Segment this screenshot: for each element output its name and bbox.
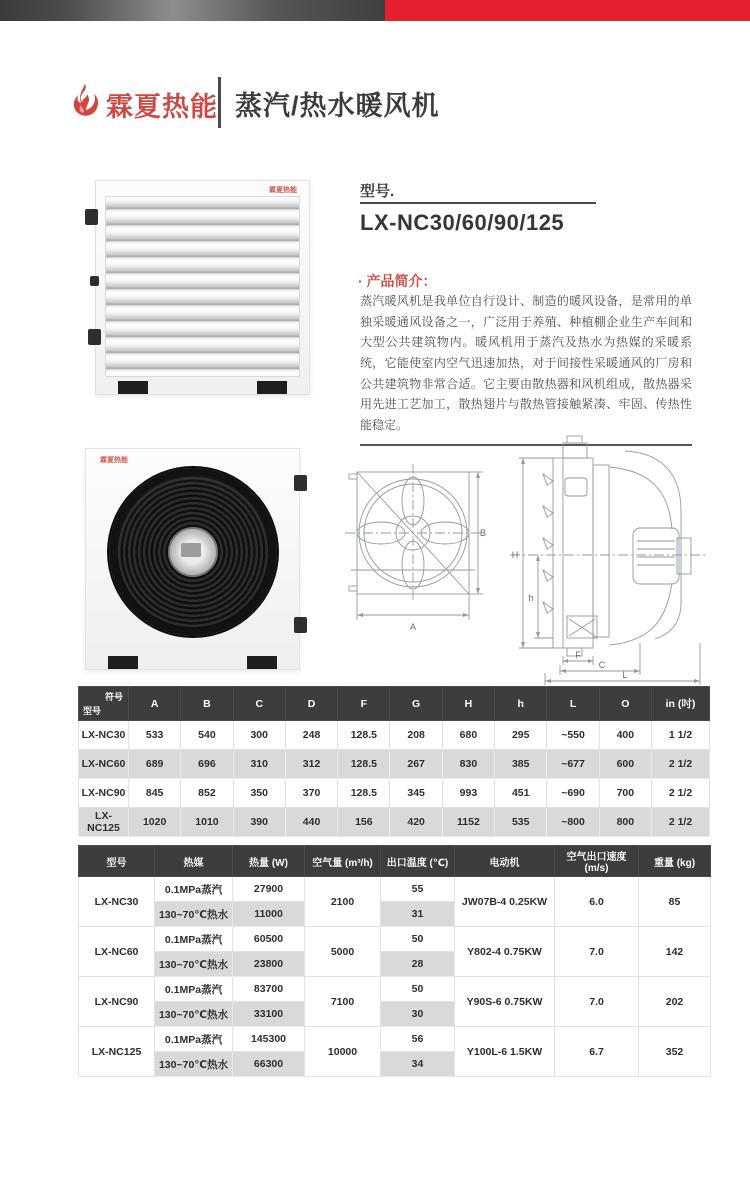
performance-table xyxy=(78,845,711,1077)
heat-cell: 23800 xyxy=(233,952,305,977)
dimensions-header-row xyxy=(79,687,710,721)
dim-label-f: F xyxy=(575,650,581,660)
unit-foot xyxy=(118,381,148,394)
weight-cell: 142 xyxy=(639,927,711,977)
product-photo-back xyxy=(85,448,300,670)
col-header: 电动机 xyxy=(455,846,555,877)
media-cell: 0.1MPa蒸汽 xyxy=(155,927,233,952)
weight-cell: 352 xyxy=(639,1027,711,1077)
media-cell: 0.1MPa蒸汽 xyxy=(155,1027,233,1052)
unit-brand-badge: 霖夏热能 xyxy=(269,187,297,194)
pipe-stub xyxy=(85,209,98,225)
dim-cell: 390 xyxy=(233,808,285,837)
dim-label-a: A xyxy=(409,622,417,632)
fan-hub xyxy=(168,527,218,577)
media-cell: 0.1MPa蒸汽 xyxy=(155,877,233,902)
table-row xyxy=(79,1027,711,1052)
dim-cell: 2 1/2 xyxy=(652,750,710,779)
heat-cell: 83700 xyxy=(233,977,305,1002)
motor-cell: Y802-4 0.75KW xyxy=(455,927,555,977)
speed-cell: 6.7 xyxy=(555,1027,639,1077)
pipe-stub xyxy=(88,329,101,345)
speed-cell: 7.0 xyxy=(555,977,639,1027)
dim-cell: 370 xyxy=(285,779,337,808)
dim-cell: 440 xyxy=(285,808,337,837)
louver-grille xyxy=(105,196,300,377)
motor-cell: Y90S-6 0.75KW xyxy=(455,977,555,1027)
model-cell: LX-NC60 xyxy=(79,750,129,779)
air-cell: 10000 xyxy=(305,1027,381,1077)
col-header: G xyxy=(390,687,442,721)
pipe-stub xyxy=(90,276,99,286)
dim-cell: 400 xyxy=(599,721,651,750)
col-header: F xyxy=(338,687,390,721)
drawing-front-view xyxy=(337,450,489,650)
table-row xyxy=(79,779,710,808)
fan-grille xyxy=(109,468,277,636)
dim-cell: 852 xyxy=(181,779,233,808)
dim-label-l: L xyxy=(622,670,628,680)
dim-cell: 600 xyxy=(599,750,651,779)
performance-header-row xyxy=(79,846,711,877)
dim-label-b: B xyxy=(480,528,487,538)
dim-cell: ~550 xyxy=(547,721,599,750)
col-header: L xyxy=(547,687,599,721)
media-cell: 130~70℃热水 xyxy=(155,902,233,927)
dim-cell: 800 xyxy=(599,808,651,837)
intro-heading: · 产品简介： xyxy=(358,273,437,289)
header-divider xyxy=(218,77,221,128)
temp-cell: 55 xyxy=(381,877,455,902)
corner-header-cell xyxy=(79,687,129,721)
model-label: 型号. xyxy=(360,183,395,200)
media-cell: 130~70℃热水 xyxy=(155,1002,233,1027)
table-row xyxy=(79,721,710,750)
dim-cell: 2 1/2 xyxy=(652,808,710,837)
temp-cell: 30 xyxy=(381,1002,455,1027)
media-cell: 0.1MPa蒸汽 xyxy=(155,977,233,1002)
heat-cell: 33100 xyxy=(233,1002,305,1027)
top-banner-red xyxy=(385,0,750,21)
brand-name: 霖夏热能 xyxy=(106,91,218,122)
motor-cell: JW07B-4 0.25KW xyxy=(455,877,555,927)
dim-cell: 830 xyxy=(442,750,494,779)
temp-cell: 31 xyxy=(381,902,455,927)
dimensions-table xyxy=(78,686,710,837)
col-header: 重量 (kg) xyxy=(639,846,711,877)
dim-cell: 128.5 xyxy=(338,750,390,779)
dim-cell: ~677 xyxy=(547,750,599,779)
unit-foot xyxy=(247,656,277,669)
col-header: H xyxy=(442,687,494,721)
dim-cell: 535 xyxy=(495,808,547,837)
dim-cell: 128.5 xyxy=(338,721,390,750)
intro-paragraph: 蒸汽暖风机是我单位自行设计、制造的暖风设备，是常用的单独采暖通风设备之一，广泛用于养殖、种植棚企业生产车间和大型公共建筑物内。暖风机用于蒸汽及热水为热媒的采暖系统，它能使室内空气迅速加热，对于间接性采暖通风的厂房和公共建筑物非常合适。它主要由散热器和风机组成，散热器采用先进工艺加工，散热翅片与散热管接触紧凑、牢固、传热性能稳定。 xyxy=(360,291,692,446)
speed-cell: 6.0 xyxy=(555,877,639,927)
table-row xyxy=(79,808,710,837)
product-photo-front xyxy=(95,180,310,395)
col-header: B xyxy=(181,687,233,721)
col-header: O xyxy=(599,687,651,721)
col-header: 型号 xyxy=(79,846,155,877)
dim-label-h-lower: h xyxy=(528,593,534,603)
dim-cell: 700 xyxy=(599,779,651,808)
dim-cell: 312 xyxy=(285,750,337,779)
corner-label-symbol: 符号 xyxy=(104,692,123,702)
col-header: 热媒 xyxy=(155,846,233,877)
col-header: 热量 (W) xyxy=(233,846,305,877)
dim-cell: 2 1/2 xyxy=(652,779,710,808)
air-cell: 5000 xyxy=(305,927,381,977)
model-cell: LX-NC30 xyxy=(79,877,155,927)
brand-header xyxy=(68,80,218,128)
col-header: 空气出口速度 (m/s) xyxy=(555,846,639,877)
dim-cell: 680 xyxy=(442,721,494,750)
dim-cell: 1020 xyxy=(129,808,181,837)
unit-brand-badge: 霖夏热能 xyxy=(100,457,128,464)
dim-cell: 533 xyxy=(129,721,181,750)
table-row xyxy=(79,750,710,779)
dim-cell: 451 xyxy=(495,779,547,808)
dim-cell: 540 xyxy=(181,721,233,750)
col-header: 空气量 (m³/h) xyxy=(305,846,381,877)
table-row xyxy=(79,877,711,902)
page-title: 蒸汽/热水暖风机 xyxy=(235,91,440,121)
heat-cell: 60500 xyxy=(233,927,305,952)
model-underline xyxy=(360,202,596,204)
air-cell: 2100 xyxy=(305,877,381,927)
speed-cell: 7.0 xyxy=(555,927,639,977)
dim-cell: 1010 xyxy=(181,808,233,837)
model-cell: LX-NC125 xyxy=(79,808,129,837)
model-cell: LX-NC125 xyxy=(79,1027,155,1077)
dim-cell: 845 xyxy=(129,779,181,808)
col-header: 出口温度 (℃) xyxy=(381,846,455,877)
model-cell: LX-NC90 xyxy=(79,779,129,808)
dim-cell: 689 xyxy=(129,750,181,779)
dim-cell: 993 xyxy=(442,779,494,808)
dim-cell: 696 xyxy=(181,750,233,779)
model-number: LX-NC30/60/90/125 xyxy=(360,210,565,235)
motor-cell: Y100L-6 1.5KW xyxy=(455,1027,555,1077)
col-header: h xyxy=(495,687,547,721)
top-banner-gray xyxy=(0,0,385,21)
dim-cell: 267 xyxy=(390,750,442,779)
dim-cell: 295 xyxy=(495,721,547,750)
dim-cell: 248 xyxy=(285,721,337,750)
dim-cell: 300 xyxy=(233,721,285,750)
corner-label-model: 型号 xyxy=(83,706,102,716)
dim-cell: 310 xyxy=(233,750,285,779)
heat-cell: 27900 xyxy=(233,877,305,902)
col-header: C xyxy=(233,687,285,721)
pipe-stub xyxy=(294,617,307,633)
dim-cell: 385 xyxy=(495,750,547,779)
media-cell: 130~70℃热水 xyxy=(155,952,233,977)
weight-cell: 85 xyxy=(639,877,711,927)
pipe-stub xyxy=(294,475,307,491)
heat-cell: 11000 xyxy=(233,902,305,927)
col-header: in (吋) xyxy=(652,687,710,721)
dim-label-c: C xyxy=(598,660,606,670)
col-header: D xyxy=(285,687,337,721)
heat-cell: 145300 xyxy=(233,1027,305,1052)
dim-cell: ~800 xyxy=(547,808,599,837)
dim-cell: ~690 xyxy=(547,779,599,808)
temp-cell: 34 xyxy=(381,1052,455,1077)
dim-cell: 1152 xyxy=(442,808,494,837)
dim-cell: 128.5 xyxy=(338,779,390,808)
media-cell: 130~70℃热水 xyxy=(155,1052,233,1077)
model-cell: LX-NC90 xyxy=(79,977,155,1027)
drawing-side-view xyxy=(505,433,710,688)
temp-cell: 28 xyxy=(381,952,455,977)
dim-cell: 156 xyxy=(338,808,390,837)
table-row xyxy=(79,977,711,1002)
air-cell: 7100 xyxy=(305,977,381,1027)
flame-logo-icon xyxy=(68,83,98,125)
model-cell: LX-NC30 xyxy=(79,721,129,750)
weight-cell: 202 xyxy=(639,977,711,1027)
dim-cell: 1 1/2 xyxy=(652,721,710,750)
temp-cell: 56 xyxy=(381,1027,455,1052)
temp-cell: 50 xyxy=(381,977,455,1002)
dim-label-h-upper: H xyxy=(511,550,519,560)
unit-foot xyxy=(257,381,287,394)
heat-cell: 66300 xyxy=(233,1052,305,1077)
top-banner xyxy=(0,0,750,21)
model-cell: LX-NC60 xyxy=(79,927,155,977)
dim-cell: 350 xyxy=(233,779,285,808)
temp-cell: 50 xyxy=(381,927,455,952)
table-row xyxy=(79,927,711,952)
dim-cell: 208 xyxy=(390,721,442,750)
dim-cell: 345 xyxy=(390,779,442,808)
unit-foot xyxy=(108,656,138,669)
col-header: A xyxy=(129,687,181,721)
dim-cell: 420 xyxy=(390,808,442,837)
